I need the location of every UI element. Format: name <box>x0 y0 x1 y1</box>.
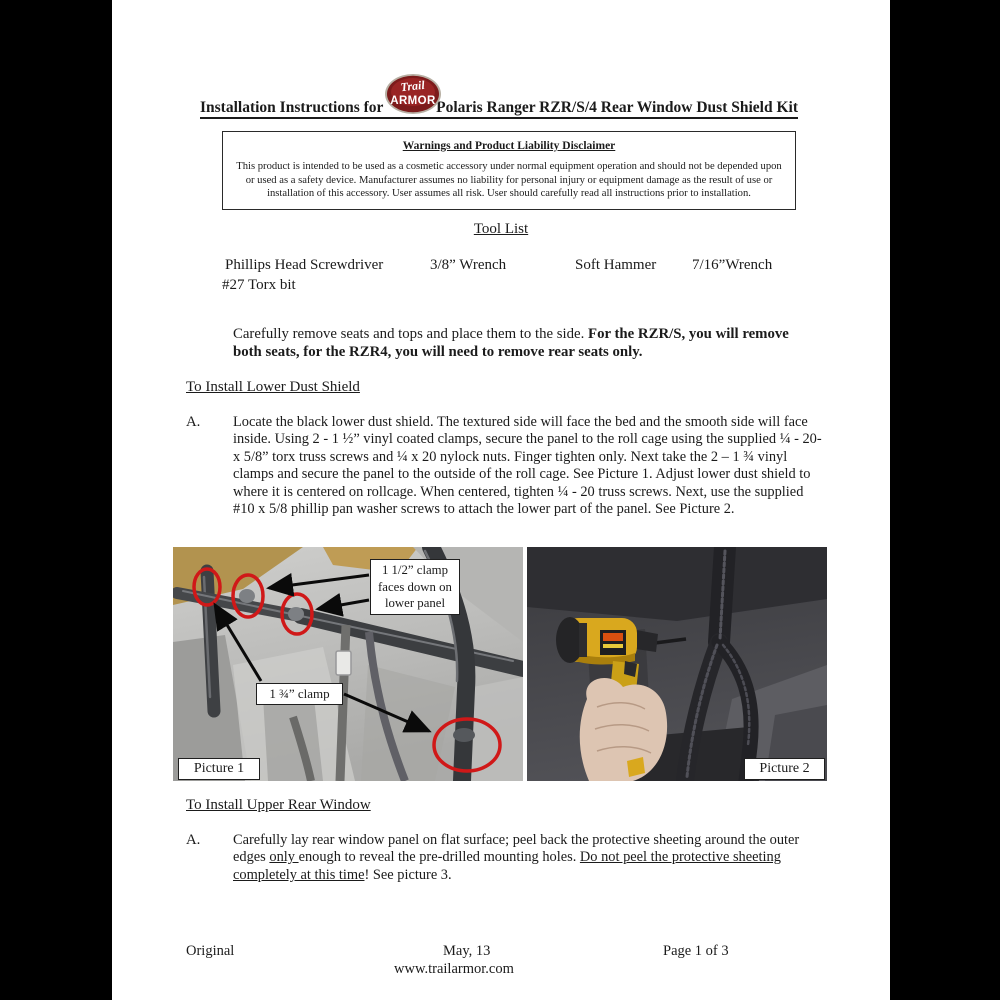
intro-paragraph <box>233 326 817 361</box>
picture-2-caption: Picture 2 <box>744 758 825 780</box>
step-text-part: Carefully lay rear window panel on flat surface; peel back the protective sheeting around the outer edges <box>233 832 800 866</box>
footer-date: May, 13 <box>443 943 491 959</box>
disclaimer-body: This product is intended to be used as a cosmetic accessory under normal equipment operation and should not be depended upon or used as a safety device. Manufacturer assumes no liability for personal injury or equipment damage as the result of use or installation of this accessory. User assumes all risk. User should carefully read all instructions prior to installation. <box>236 161 782 199</box>
section-heading-lower-dust-shield: To Install Lower Dust Shield <box>186 379 360 395</box>
footer-website-url: www.trailarmor.com <box>394 961 514 977</box>
disclaimer-box <box>222 131 796 210</box>
step-label: A. <box>186 414 201 430</box>
page-title-left: Installation Instructions for <box>200 99 384 116</box>
hand <box>580 678 667 781</box>
tool-item: 3/8” Wrench <box>430 257 507 273</box>
trail-armor-logo-graphic <box>384 73 442 115</box>
page-title-right: Polaris Ranger RZR/S/4 Rear Window Dust Shield Kit <box>436 99 798 116</box>
intro-bold-text: For the RZR/S, you will remove both seats, for the RZR4, you will need to remove rear seats only. <box>233 326 789 360</box>
step-text-underlined: Do not peel the protective sheeting completely at this time <box>233 849 781 883</box>
picture-1-caption: Picture 1 <box>178 758 260 780</box>
picture-1-photo <box>173 547 523 781</box>
picture-2-photo <box>527 547 827 781</box>
step-a-upper-window-text <box>233 832 827 884</box>
footer-revision: Original <box>186 943 235 959</box>
section-heading-upper-rear-window: To Install Upper Rear Window <box>186 797 371 813</box>
annotation-clamp-1-3-4: 1 ¾” clamp <box>256 683 343 705</box>
footer-page-number: Page 1 of 3 <box>663 943 729 959</box>
logo-block-text: ARMOR <box>390 95 436 107</box>
step-text-underlined: only <box>269 849 299 866</box>
tool-item: #27 Torx bit <box>222 277 296 293</box>
page-title <box>200 96 798 119</box>
tool-item: 7/16”Wrench <box>692 257 773 273</box>
step-text-part: enough to reveal the pre-drilled mounting holes. <box>298 849 580 866</box>
tool-item: Soft Hammer <box>575 257 657 273</box>
logo-script-text: Trail <box>399 77 426 95</box>
document-page <box>112 0 890 1000</box>
step-text-part: ! See picture 3. <box>364 866 452 883</box>
step-a-lower-shield-text: Locate the black lower dust shield. The textured side will face the bed and the smooth side will face inside. Using 2 - 1 ½” vinyl coated clamps, secure the panel to the roll cage using the supplied ¼ - 20- x 5/8” torx truss screws and ¼ x 20 nylock nuts. Finger tighten only. Next take the 2 – 1 ¾ vinyl clamps and secure the panel to the outside of the roll cage. See Picture 1. Adjust lower dust shield to where it is centered on rollcage. When centered, tighten ¼ - 20 truss screws. Next, use the supplied #10 x 5/8 phillip pan washer screws to attach the lower part of the panel. See Picture 2. <box>233 414 822 518</box>
tool-item: Phillips Head Screwdriver <box>225 257 384 273</box>
trail-armor-logo <box>384 73 442 115</box>
tool-list-heading: Tool List <box>473 221 529 237</box>
annotation-clamp-1-1-2: 1 1/2” clamp faces down on lower panel <box>370 559 460 615</box>
instruction-photos <box>173 547 827 781</box>
step-label: A. <box>186 832 201 848</box>
intro-text: Carefully remove seats and tops and place them to the side. <box>233 326 589 342</box>
disclaimer-title: Warnings and Product Liability Disclaimer <box>402 140 616 152</box>
